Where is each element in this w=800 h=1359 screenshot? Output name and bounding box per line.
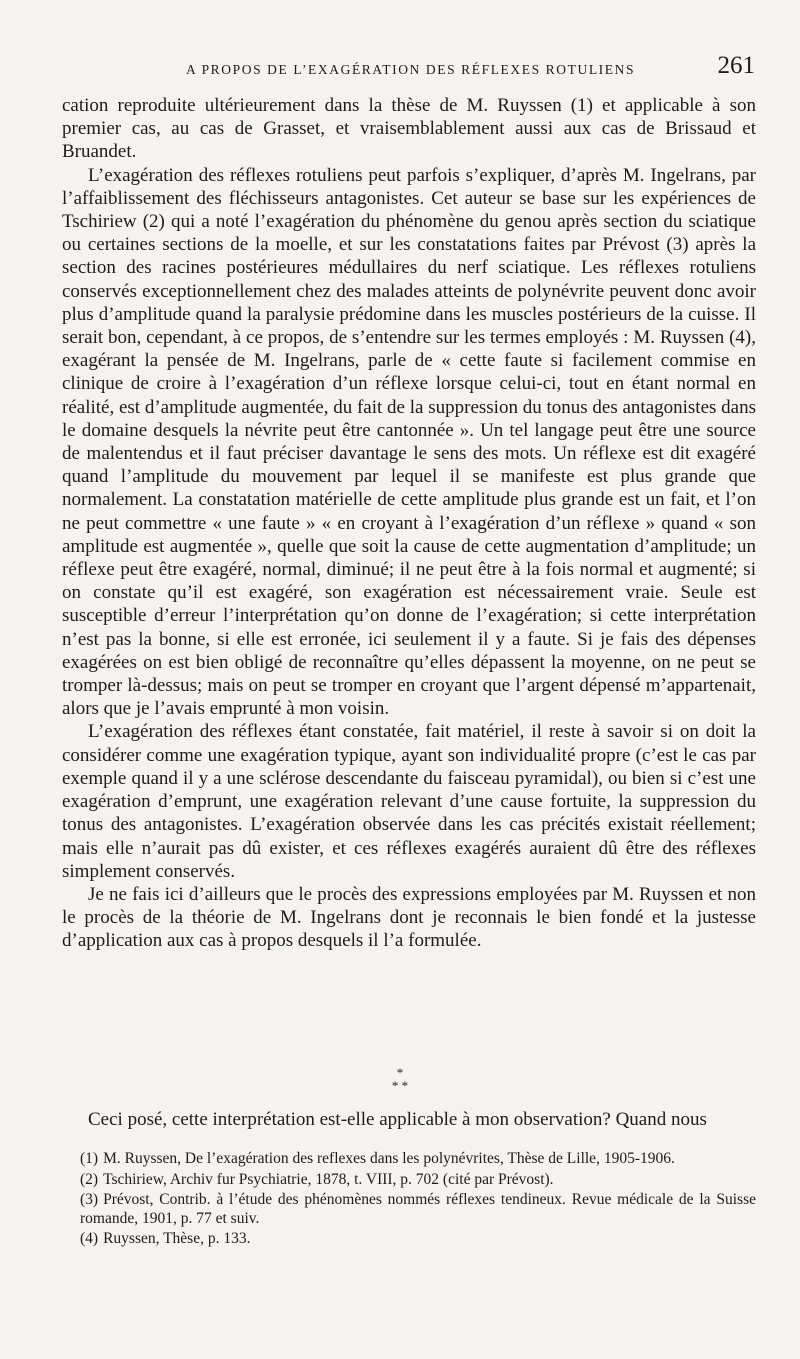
- paragraph: L’exagération des réflexes étant constatée, fait matériel, il reste à savoir si on doit la considérer comme une exagération typique, ayant son individualité propre (c’est le cas par exemple quand il y a une sclérose descendante du faisceau pyramidal), ou bien si c’est une exagération d’emprunt, une exagération relevant d’une cause fortuite, la suppression du tonus des antagonistes. L’exagération observée dans les cas précités existait réellement; mais elle n’aurait pas dû exister, et ces réflexes exagérés auraient dû être des réflexes simplement conservés.: [62, 721, 756, 882]
- footnote: [80, 1150, 756, 1169]
- footnote-text: Prévost, Contrib. à l’étude des phénomènes nommés réflexes tendineux. Revue médicale de la Suisse romande, 1901, p. 77 et suiv.: [80, 1191, 756, 1227]
- footnote: [80, 1171, 756, 1190]
- asterism-top: *: [396, 1065, 404, 1080]
- footnote-number: (2): [80, 1170, 99, 1188]
- paragraph: cation reproduite ultérieurement dans la thèse de M. Ruyssen (1) et applicable à son premier cas, au cas de Grasset, et vraisemblablement aussi aux cas de Brissaud et Bruandet.: [62, 95, 756, 163]
- main-text: [62, 94, 756, 953]
- running-header: [60, 48, 755, 88]
- paragraph: L’exagération des réflexes rotuliens peut parfois s’expliquer, d’après M. Ingelrans, par l’affaiblissement des fléchisseurs antagonistes. Cet auteur se base sur les expériences de Tschiriew (2) qui a noté l’exagération du phénomène du genou après section du sciatique ou certaines sections de la moelle, et sur les constatations faites par Prévost (3) après la section des racines postérieures médullaires du nerf sciatique. Les réflexes rotuliens conservés exceptionnellement chez des malades atteints de polynévrite peuvent donc avoir plus d’amplitude quand la paralysie prédomine dans les muscles postérieurs de la cuisse. Il serait bon, cependant, à ce propos, de s’entendre sur les termes employés : M. Ruyssen (4), exagérant la pensée de M. Ingelrans, parle de « cette faute si facilement commise en clinique de croire à l’exagération d’un réflexe lorsque celui-ci, tout en étant normal en réalité, est d’amplitude augmentée, du fait de la suppression du tonus des antagonistes dans le domaine desquels la névrite peut être cantonnée ». Un tel langage peut être une source de malentendus et il faut préciser davantage le sens des mots. Un réflexe est dit exagéré quand l’amplitude du mouvement par lequel il se manifeste est plus grande que normalement. La constatation matérielle de cette amplitude plus grande est un fait, et l’on ne peut commettre « une faute » « en croyant à l’exagération d’un réflexe » quand « son amplitude est augmentée », quelle que soit la cause de cette augmentation d’amplitude; un réflexe peut être exagéré, normal, diminué; il ne peut être à la fois normal et augmenté; si on constate qu’il est exagéré, son exagération est nécessairement vraie. Seule est susceptible d’erreur l’interprétation qu’on donne de l’exagération; si cette interprétation n’est pas la bonne, si elle est erronée, ici seulement il y a faute. Si je fais des dépenses exagérées on est bien obligé de reconnaître qu’elles dépassent la moyenne, on ne peut se tromper là-dessus; mais on peut se tromper en croyant que l’argent dépensé m’appartenait, alors que je l’avais emprunté à mon voisin.: [62, 164, 756, 720]
- footnote-number: (3): [80, 1191, 99, 1209]
- footnote-number: (4): [80, 1230, 99, 1248]
- footnotes: [80, 1150, 756, 1251]
- footnote: [80, 1230, 756, 1249]
- footnote-text: Tschiriew, Archiv fur Psychiatrie, 1878, t. VIII, p. 702 (cité par Prévost).: [103, 1170, 554, 1188]
- asterism-bottom: * *: [391, 1078, 409, 1093]
- page-number: 261: [717, 52, 755, 79]
- footnote-text: M. Ruyssen, De l’exagération des reflexes dans les polynévrites, Thèse de Lille, 1905-1906.: [103, 1150, 675, 1167]
- section-asterism: [0, 1066, 800, 1092]
- closing-paragraph: Ceci posé, cette interprétation est-elle applicable à mon observation? Quand nous: [88, 1109, 707, 1130]
- running-title: A PROPOS DE L’EXAGÉRATION DES RÉFLEXES ROTULIENS: [186, 62, 636, 77]
- footnote: [80, 1191, 756, 1228]
- footnote-text: Ruyssen, Thèse, p. 133.: [103, 1230, 251, 1248]
- footnote-number: (1): [80, 1150, 99, 1167]
- paragraph: Je ne fais ici d’ailleurs que le procès des expressions employées par M. Ruyssen et non le procès de la théorie de M. Ingelrans dont je reconnais le bien fondé et la justesse d’application aux cas à propos desquels il l’a formulée.: [62, 883, 756, 952]
- closing-text: [62, 1108, 756, 1131]
